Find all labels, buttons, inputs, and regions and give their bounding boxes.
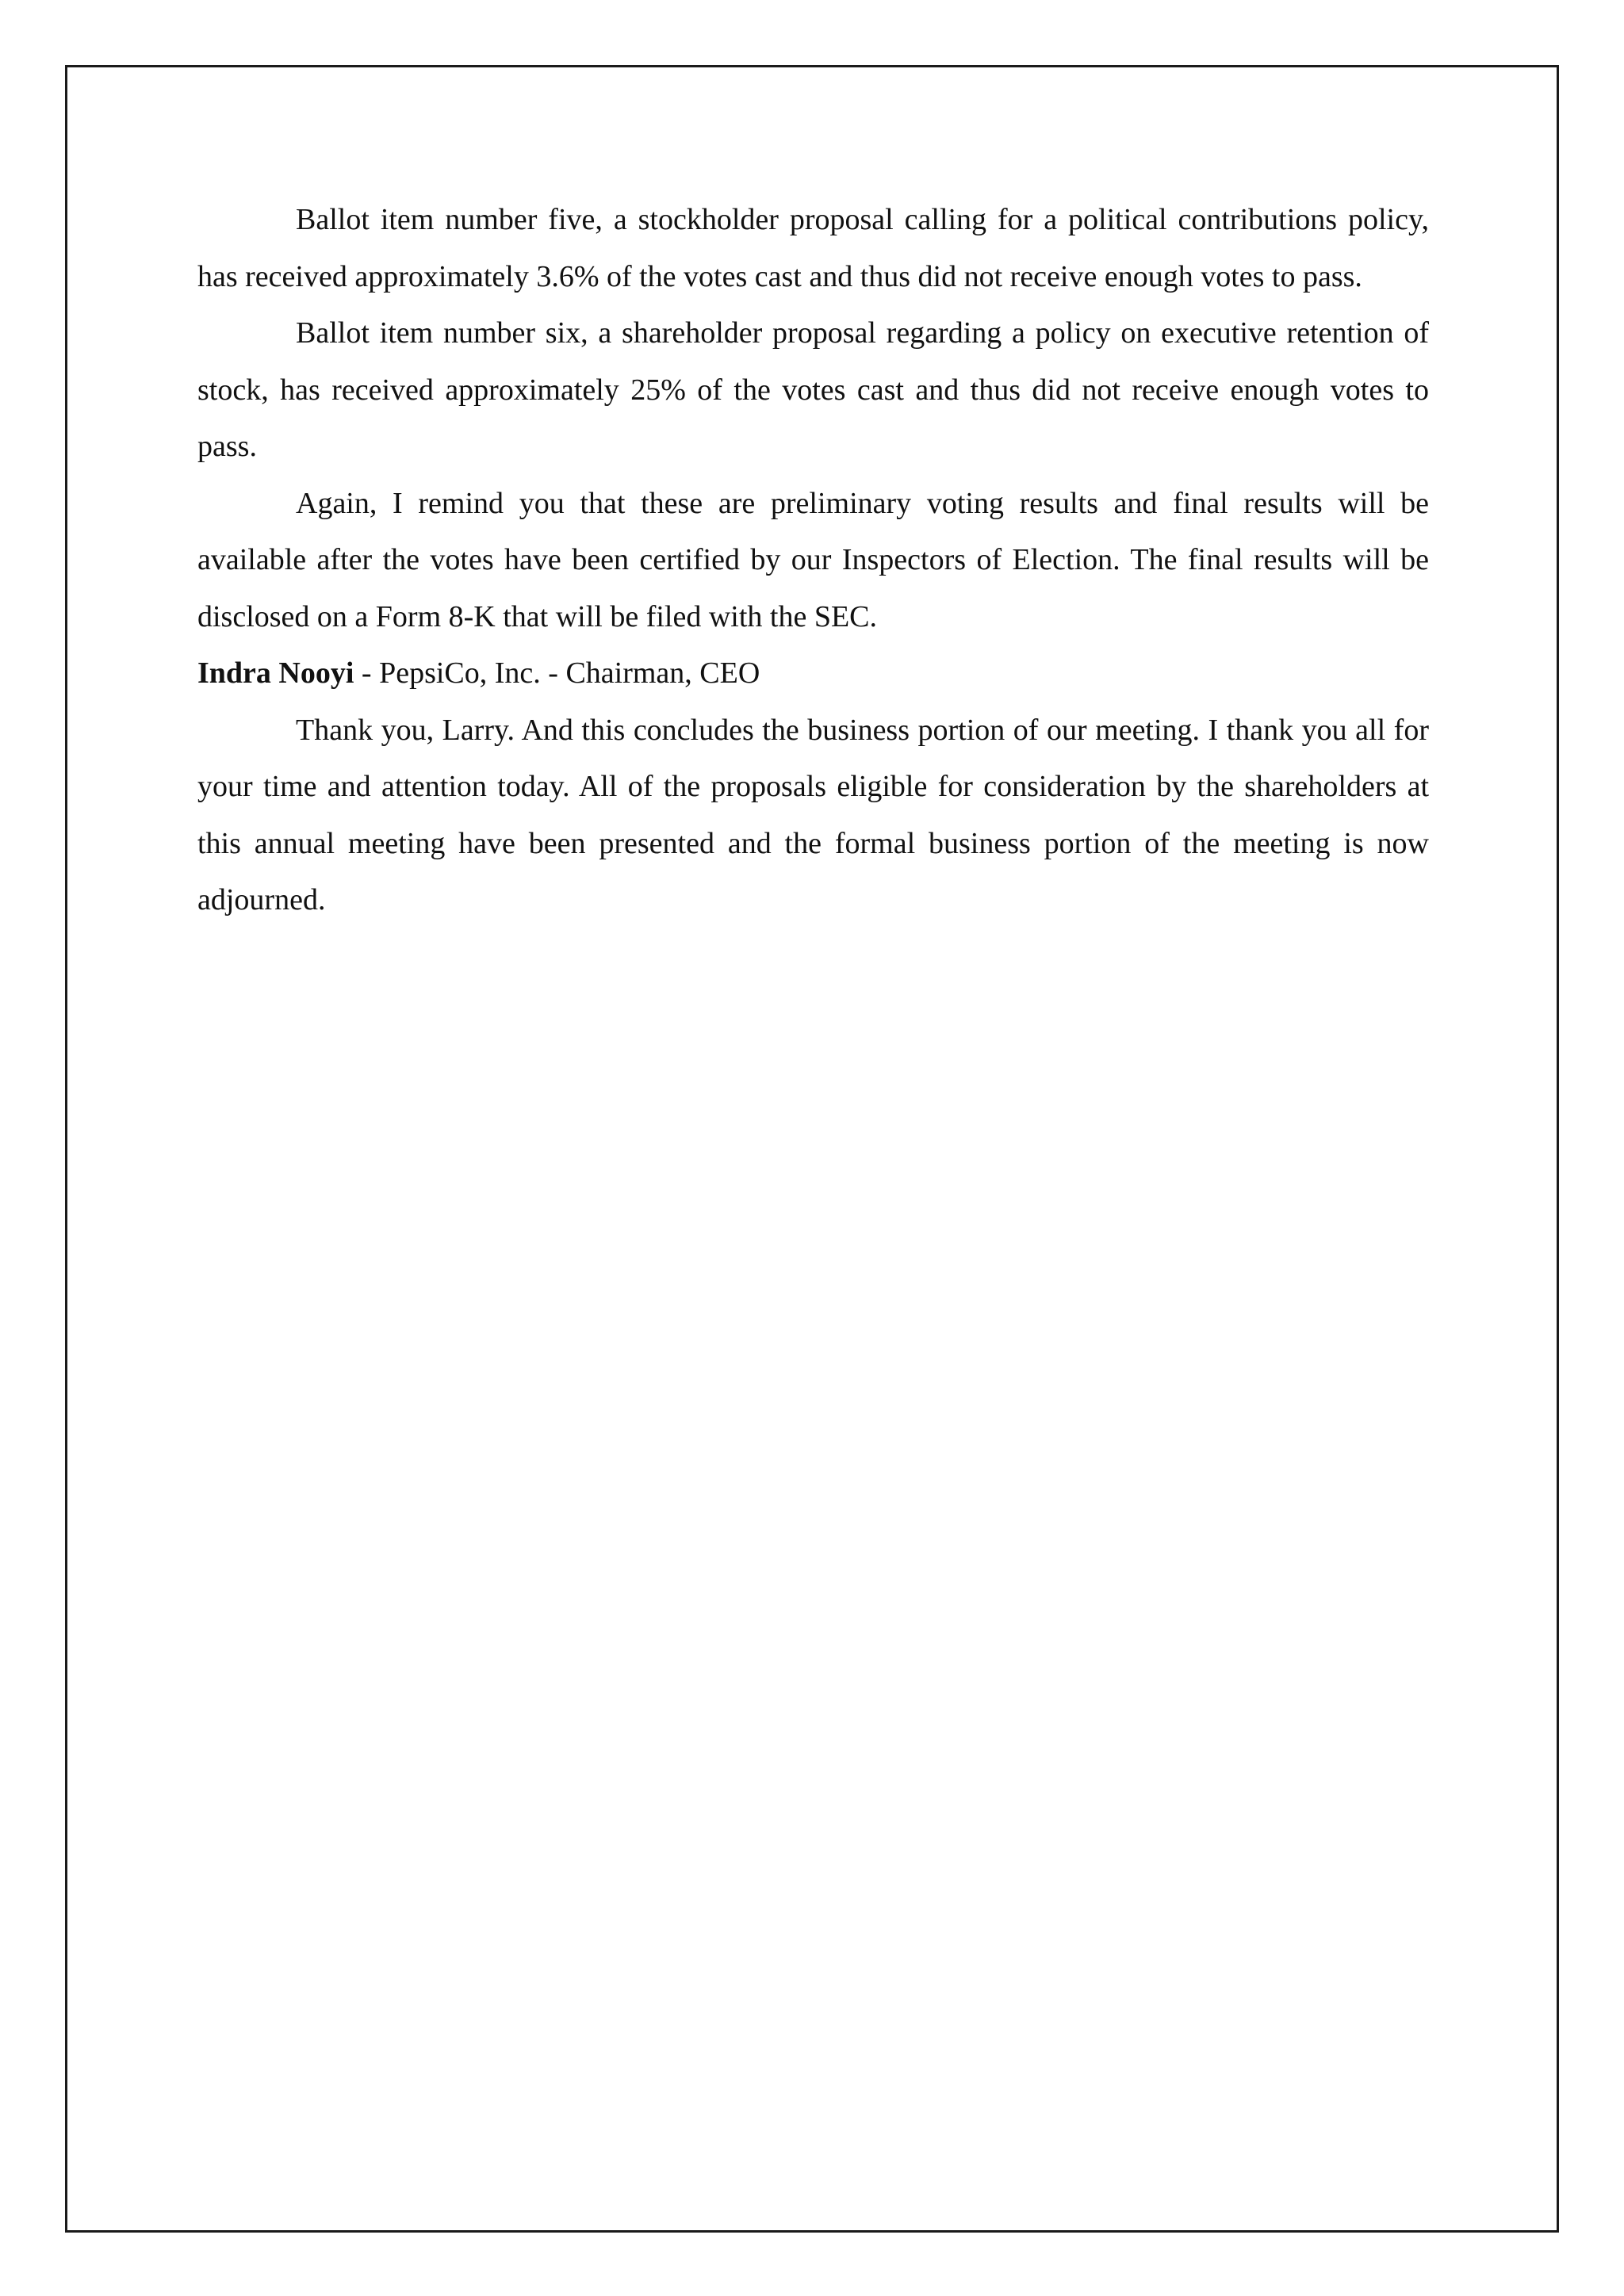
paragraph-preliminary-results: Again, I remind you that these are preliminary voting results and final results will be available after the votes have been certified by our Inspectors of Election. The final results will be disclosed on a Form 8-K that will be filed with the SEC. <box>197 486 1429 633</box>
paragraph-ballot-item-five: Ballot item number five, a stockholder proposal calling for a political contributions policy, has received approximately 3.6% of the votes cast and thus did not receive enough votes to pass. <box>197 203 1429 293</box>
speaker-affiliation: - PepsiCo, Inc. - Chairman, CEO <box>354 656 760 690</box>
paragraph-ballot-item-six: Ballot item number six, a shareholder proposal regarding a policy on executive retention of stock, has received approximately 25% of the votes cast and thus did not receive enough votes to pass. <box>197 316 1429 463</box>
paragraph-meeting-adjourned: Thank you, Larry. And this concludes the business portion of our meeting. I thank you all for your time and attention today. All of the proposals eligible for consideration by the shareholders at this annual meeting have been presented and the formal business portion of the meeting is now adjourned. <box>197 713 1429 916</box>
speaker-name: Indra Nooyi <box>197 656 354 690</box>
transcript-body <box>197 192 1429 929</box>
speaker-line <box>197 645 1429 702</box>
